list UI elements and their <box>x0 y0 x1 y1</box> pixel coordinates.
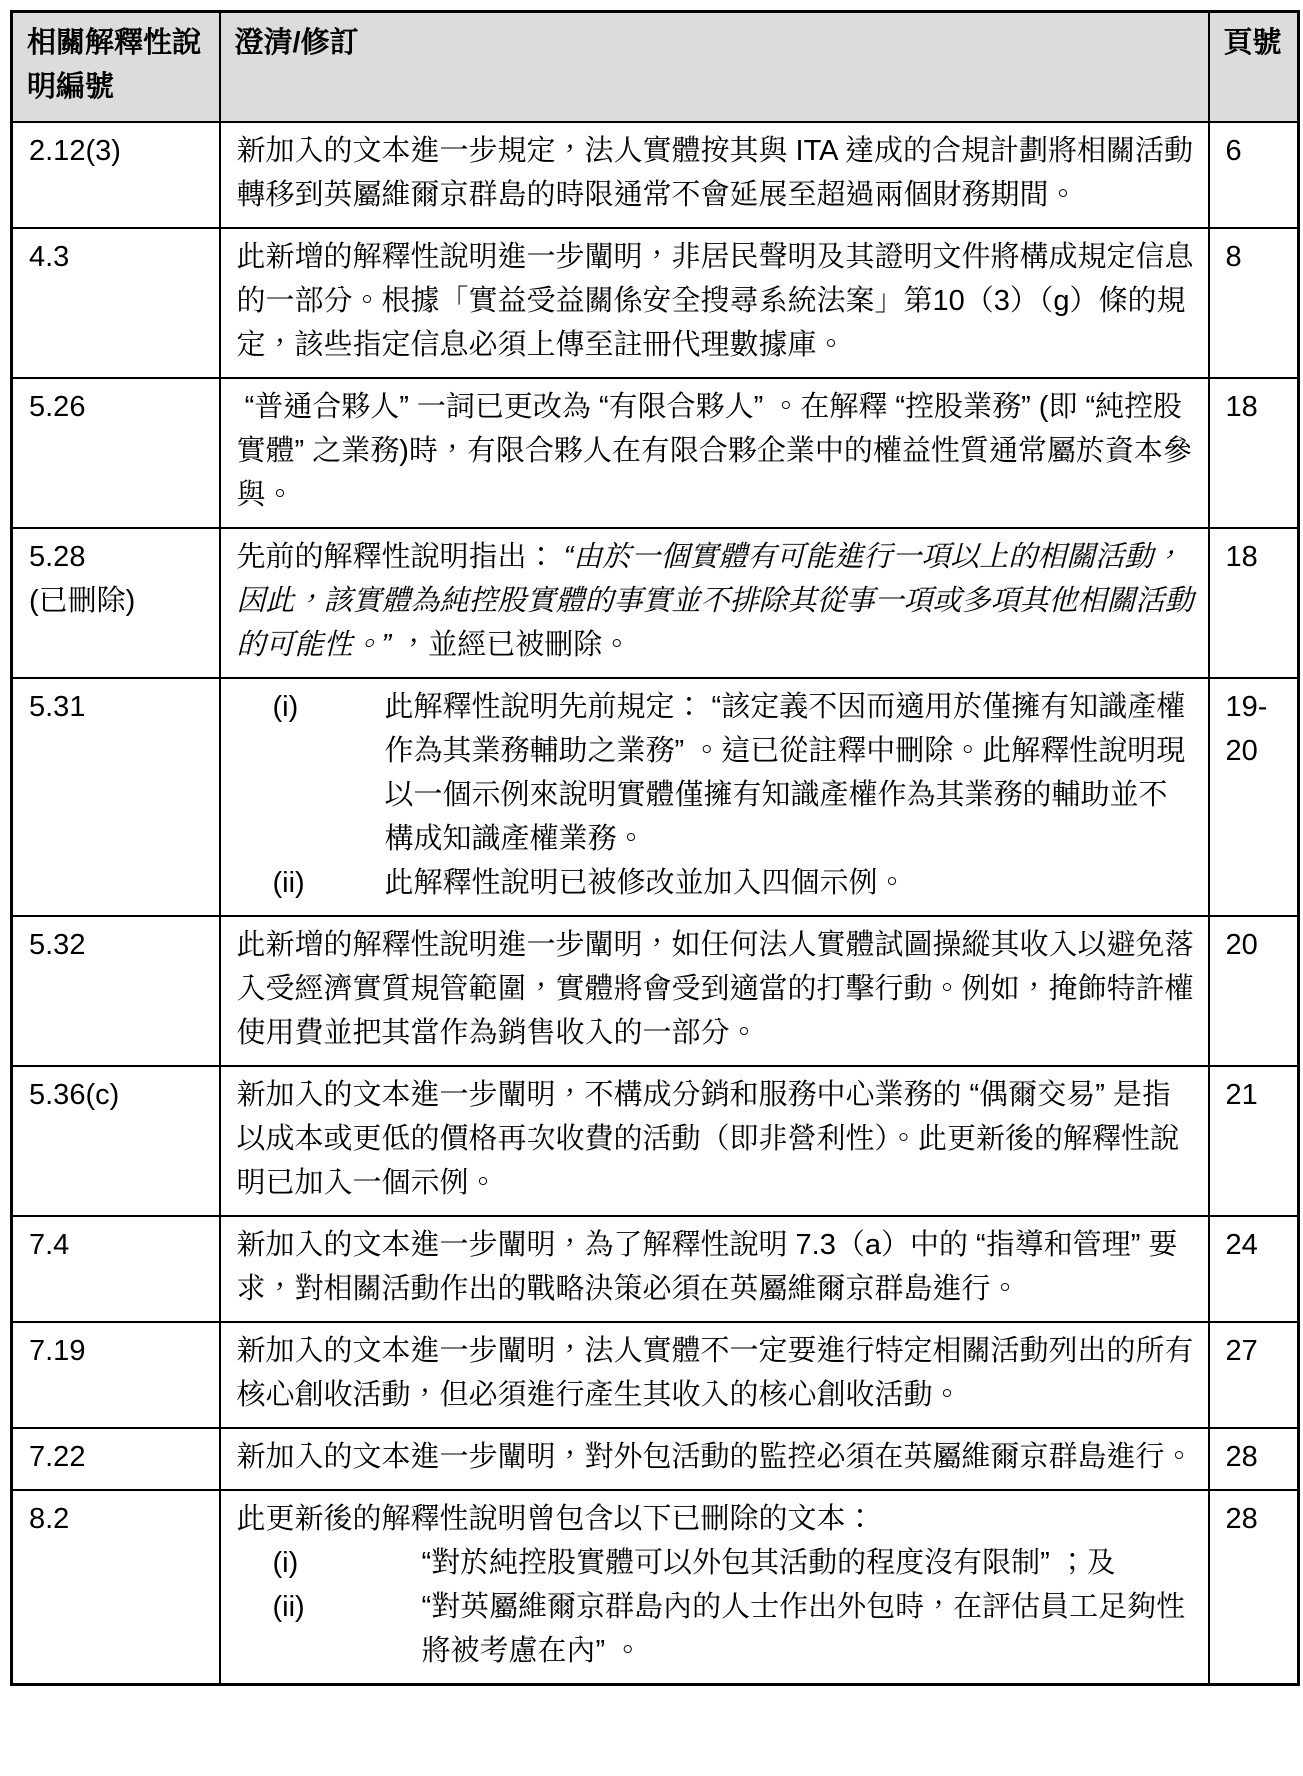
text-run: 此新增的解釋性說明進一步闡明，非居民聲明及其證明文件將構成規定信息的一部分。根據「實益受益關係安全搜尋系統法案」第10（3）（g）條的規定，該些指定信息必須上傳至註冊代理數據庫。 <box>236 241 1194 361</box>
paragraph <box>237 129 1196 217</box>
page-number-cell: 6 <box>1209 122 1299 228</box>
text-run: 此解釋性說明已被修改並加入四個示例。 <box>384 867 907 899</box>
table-row <box>12 916 1299 1066</box>
clarification-cell <box>220 1216 1209 1322</box>
clarification-cell <box>220 916 1209 1066</box>
text-run: 新加入的文本進一步闡明，不構成分銷和服務中心業務的 “偶爾交易” 是指以成本或更低的價格再次收費的活動（即非營利性）。此更新後的解釋性說明已加入一個示例。 <box>236 1079 1180 1199</box>
page-number-cell: 8 <box>1209 228 1299 378</box>
note-number-line: (已刪除) <box>29 585 136 617</box>
note-number-line: 7.4 <box>29 1229 70 1261</box>
clarification-cell <box>220 1322 1209 1428</box>
list-item <box>237 1541 1196 1585</box>
text-run: ，並經已被刪除。 <box>391 629 632 661</box>
revision-summary-table <box>10 10 1300 1686</box>
text-run: 此新增的解釋性說明進一步闡明，如任何法人實體試圖操縱其收入以避免落入受經濟實質規管範圍，實體將會受到適當的打擊行動。例如，掩飾特許權使用費並把其當作為銷售收入的一部分。 <box>236 929 1194 1049</box>
deleted-quote-text: “由於一個實體有可能進行一項以上的相關活動，因此，該實體為純控股實體的事實並不排除其從事一項或多項其他相關活動的可能性。” <box>236 541 1194 661</box>
table-body <box>12 122 1299 1685</box>
clarification-cell <box>220 678 1209 916</box>
paragraph <box>237 1329 1196 1417</box>
note-number-line: 7.19 <box>29 1335 86 1367</box>
table-row <box>12 1428 1299 1490</box>
table-row <box>12 122 1299 228</box>
note-number-line: 5.36(c) <box>29 1079 120 1111</box>
text-run: 新加入的文本進一步闡明，對外包活動的監控必須在英屬維爾京群島進行。 <box>236 1441 1194 1473</box>
paragraph <box>237 1223 1196 1311</box>
page-number-cell: 27 <box>1209 1322 1299 1428</box>
page-number-cell: 24 <box>1209 1216 1299 1322</box>
page-number-cell: 20 <box>1209 916 1299 1066</box>
table-row <box>12 378 1299 528</box>
column-header-clarification: 澄清/修訂 <box>220 12 1209 123</box>
column-header-note-number: 相關解釋性說明編號 <box>12 12 220 123</box>
text-run: 先前的解釋性說明指出： <box>236 541 564 573</box>
table-row <box>12 528 1299 678</box>
text-run: “對英屬維爾京群島內的人士作出外包時，在評估員工足夠性將被考慮在內” 。 <box>421 1591 1186 1667</box>
paragraph <box>237 923 1196 1055</box>
clarification-cell <box>220 378 1209 528</box>
text-run: 新加入的文本進一步闡明，法人實體不一定要進行特定相關活動列出的所有核心創收活動，但必須進行產生其收入的核心創收活動。 <box>236 1335 1194 1411</box>
paragraph <box>237 235 1196 367</box>
note-number-line: 5.28 <box>29 541 86 573</box>
page-number-cell: 18 <box>1209 378 1299 528</box>
paragraph <box>237 535 1196 667</box>
paragraph <box>237 385 1196 517</box>
list-marker: (i) <box>272 691 299 723</box>
note-number-cell <box>12 916 220 1066</box>
note-number-line: 8.2 <box>29 1503 70 1535</box>
page-number-cell: 19-20 <box>1209 678 1299 916</box>
paragraph <box>237 1435 1196 1479</box>
clarification-cell <box>220 228 1209 378</box>
page-number-cell: 21 <box>1209 1066 1299 1216</box>
note-number-line: 2.12(3) <box>29 135 121 167</box>
list-item <box>237 861 1196 905</box>
paragraph <box>237 1073 1196 1205</box>
table-row <box>12 1216 1299 1322</box>
page-number-cell: 28 <box>1209 1428 1299 1490</box>
note-number-cell <box>12 1490 220 1685</box>
table-row <box>12 1322 1299 1428</box>
column-header-page: 頁號 <box>1209 12 1299 123</box>
table-row <box>12 228 1299 378</box>
note-number-line: 4.3 <box>29 241 70 273</box>
note-number-line: 5.32 <box>29 929 86 961</box>
clarification-cell <box>220 528 1209 678</box>
clarification-cell <box>220 1066 1209 1216</box>
text-run: 此更新後的解釋性說明曾包含以下已刪除的文本： <box>236 1503 875 1535</box>
note-number-line: 7.22 <box>29 1441 86 1473</box>
list-marker: (i) <box>272 1547 299 1579</box>
note-number-cell <box>12 1322 220 1428</box>
table-row <box>12 1490 1299 1685</box>
note-number-cell <box>12 228 220 378</box>
clarification-cell <box>220 122 1209 228</box>
note-number-cell <box>12 378 220 528</box>
note-number-cell <box>12 678 220 916</box>
text-run: 新加入的文本進一步闡明，為了解釋性說明 7.3（a）中的 “指導和管理” 要求，對相關活動作出的戰略決策必須在英屬維爾京群島進行。 <box>236 1229 1178 1305</box>
note-number-cell <box>12 122 220 228</box>
note-number-cell <box>12 1216 220 1322</box>
note-number-line: 5.26 <box>29 391 86 423</box>
list-marker: (ii) <box>272 867 305 899</box>
text-run: 此解釋性說明先前規定： “該定義不因而適用於僅擁有知識產權作為其業務輔助之業務” 。這已從註釋中刪除。此解釋性說明現以一個示例來說明實體僅擁有知識產權作為其業務的輔助並不構成知識產權業務。 <box>384 691 1186 855</box>
clarification-cell <box>220 1490 1209 1685</box>
clarification-cell <box>220 1428 1209 1490</box>
table-header-row <box>12 12 1299 123</box>
text-run: “普通合夥人” 一詞已更改為 “有限合夥人” 。在解釋 “控股業務” (即 “純控股實體” 之業務)時，有限合夥人在有限合夥企業中的權益性質通常屬於資本參與。 <box>236 391 1192 511</box>
table-row <box>12 1066 1299 1216</box>
table-row <box>12 678 1299 916</box>
note-number-cell <box>12 528 220 678</box>
page-number-cell: 28 <box>1209 1490 1299 1685</box>
text-run: 新加入的文本進一步規定，法人實體按其與 ITA 達成的合規計劃將相關活動轉移到英屬維爾京群島的時限通常不會延展至超過兩個財務期間。 <box>236 135 1193 211</box>
text-run: “對於純控股實體可以外包其活動的程度沒有限制” ；及 <box>421 1547 1116 1579</box>
list-item <box>237 1585 1196 1673</box>
note-number-line: 5.31 <box>29 691 86 723</box>
page-number-cell: 18 <box>1209 528 1299 678</box>
note-number-cell <box>12 1066 220 1216</box>
note-number-cell <box>12 1428 220 1490</box>
list-item <box>237 685 1196 861</box>
list-marker: (ii) <box>272 1591 305 1623</box>
paragraph <box>237 1497 1196 1541</box>
